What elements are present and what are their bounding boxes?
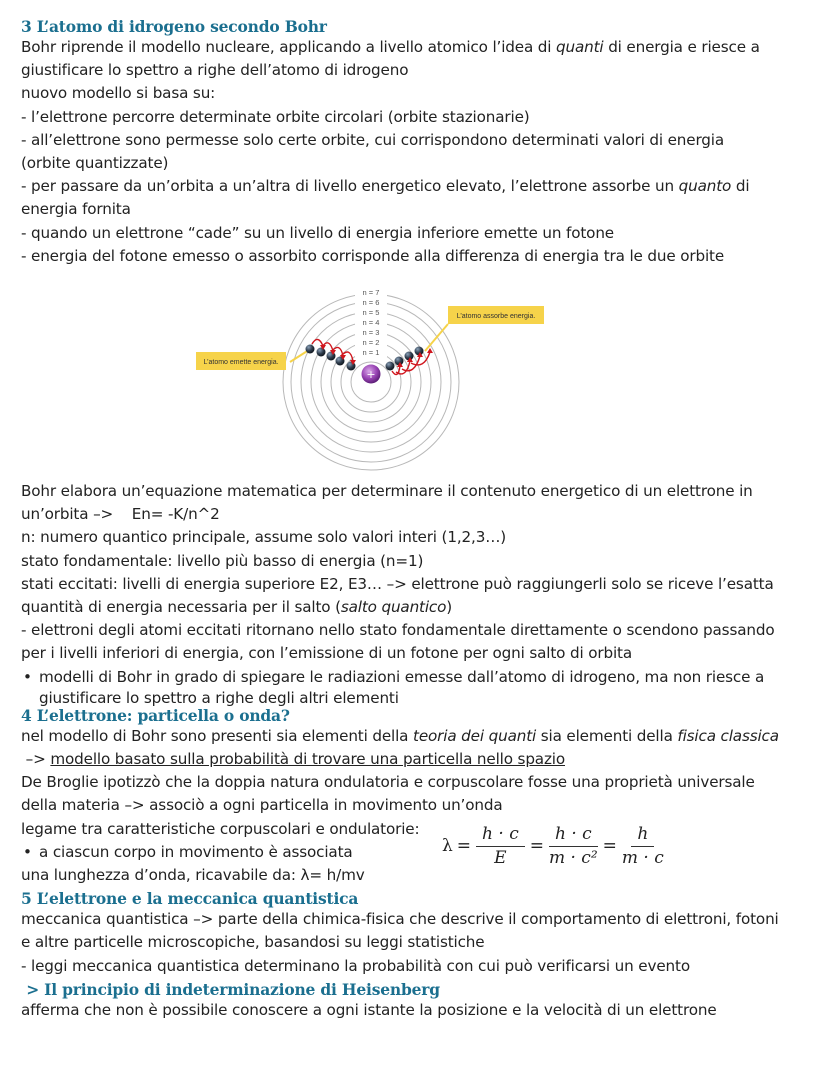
svg-text:n = 1: n = 1 xyxy=(362,348,380,358)
document-page xyxy=(21,18,811,1022)
svg-text:L’atomo emette energia.: L’atomo emette energia. xyxy=(203,359,279,367)
bullet-item: • modelli di Bohr in grado di spiegare le radiazioni emesse dall’atomo di idrogeno, ma non riesce a xyxy=(21,666,811,689)
list-item-cont: per i livelli inferiori di energia, con l’emissione di un fotone per ogni salto di orbita xyxy=(21,644,632,663)
paragraph: giustificare lo spettro a righe dell’atomo di idrogeno xyxy=(21,61,409,80)
svg-text:n = 4: n = 4 xyxy=(362,318,380,328)
paragraph: Bohr elabora un’equazione matematica per determinare il contenuto energetico di un elettrone in xyxy=(21,482,753,501)
heisenberg-subtitle: > Il principio di indeterminazione di Heisenberg xyxy=(21,979,440,999)
svg-text:n = 3: n = 3 xyxy=(362,328,380,338)
fraction: $\frac{h \cdot c}{E}$ xyxy=(476,824,525,868)
equation-line: un’orbita –> En= -K/n^2 xyxy=(21,505,220,524)
section-3-title: 3 L’atomo di idrogeno secondo Bohr xyxy=(21,17,327,36)
list-item: - quando un elettrone “cade” su un livello di energia inferiore emette un fotone xyxy=(21,223,614,242)
svg-text:L’atomo assorbe energia.: L’atomo assorbe energia. xyxy=(456,313,536,321)
svg-text:n = 5: n = 5 xyxy=(362,308,380,318)
fraction: $\frac{h}{m \cdot c}$ xyxy=(621,824,664,868)
paragraph: e altre particelle microscopiche, basandosi su leggi statistiche xyxy=(21,933,485,952)
paragraph: Bohr riprende il modello nucleare, applicando a livello atomico l’idea di quanti di energia e riesce a xyxy=(21,38,760,56)
section-5-title: 5 L’elettrone e la meccanica quantistica xyxy=(21,889,359,909)
paragraph: stato fondamentale: livello più basso di energia (n=1) xyxy=(21,551,424,570)
paragraph: n: numero quantico principale, assume solo valori interi (1,2,3…) xyxy=(21,528,507,547)
paragraph: della materia –> associò a ogni particella in movimento un’onda xyxy=(21,796,503,815)
svg-text:n = 7: n = 7 xyxy=(362,288,380,298)
paragraph: quantità di energia necessaria per il salto (salto quantico) xyxy=(21,598,453,617)
paragraph: legame tra caratteristiche corpuscolari e ondulatorie: xyxy=(21,819,420,838)
bohr-atom-diagram xyxy=(0,280,828,480)
svg-text:+: + xyxy=(366,368,376,382)
paragraph: nuovo modello si basa su: xyxy=(21,84,216,103)
paragraph: De Broglie ipotizzò che la doppia natura ondulatoria e corpuscolare fosse una proprietà universale xyxy=(21,773,755,792)
list-item: - l’elettrone percorre determinate orbite circolari (orbite stazionarie) xyxy=(21,107,530,126)
list-item-cont: energia fornita xyxy=(21,200,131,219)
fraction: $\frac{h \cdot c}{\text{m · c²}}$ xyxy=(548,824,598,868)
paragraph: –> modello basato sulla probabilità di trovare una particella nello spazio xyxy=(21,750,565,769)
list-item-cont: (orbite quantizzate) xyxy=(21,154,169,173)
paragraph: meccanica quantistica –> parte della chimica-fisica che descrive il comportamento di elettroni, fotoni xyxy=(21,910,779,929)
paragraph: afferma che non è possibile conoscere a ogni istante la posizione e la velocità di un elettrone xyxy=(21,1000,717,1019)
list-item: - all’elettrone sono permesse solo certe orbite, cui corrispondono determinati valori di energia xyxy=(21,130,725,149)
list-item: - energia del fotone emesso o assorbito corrisponde alla differenza di energia tra le due orbite xyxy=(21,246,725,265)
bullet-item-cont: giustificare lo spettro a righe degli altri elementi xyxy=(39,688,399,707)
atom-orbits-figure xyxy=(0,280,828,480)
de-broglie-formula: λ = $\frac{h \cdot c}{E}$ = $\frac{h \cdot c}{\text{m · c²}}$ = $\frac{h}{m \cdot c}$ xyxy=(442,824,664,868)
svg-text:n = 6: n = 6 xyxy=(362,298,380,308)
section-4-title: 4 L’elettrone: particella o onda? xyxy=(21,705,290,725)
paragraph: nel modello di Bohr sono presenti sia elementi della teoria dei quanti sia elementi della fisica classica xyxy=(21,726,779,745)
paragraph: stati eccitati: livelli di energia superiore E2, E3… –> elettrone può raggiungerli solo se riceve l’esatta xyxy=(21,574,774,593)
bullet-item: • a ciascun corpo in movimento è associata xyxy=(21,841,811,864)
list-item: - per passare da un’orbita a un’altra di livello energetico elevato, l’elettrone assorbe un quanto di xyxy=(21,177,750,196)
list-item: - leggi meccanica quantistica determinano la probabilità con cui può verificarsi un evento xyxy=(21,956,690,975)
paragraph: una lunghezza d’onda, ricavabile da: λ= h/mv xyxy=(21,866,365,885)
svg-text:n = 2: n = 2 xyxy=(362,338,380,348)
list-item: - elettroni degli atomi eccitati ritornano nello stato fondamentale direttamente o scendono passando xyxy=(21,621,775,640)
